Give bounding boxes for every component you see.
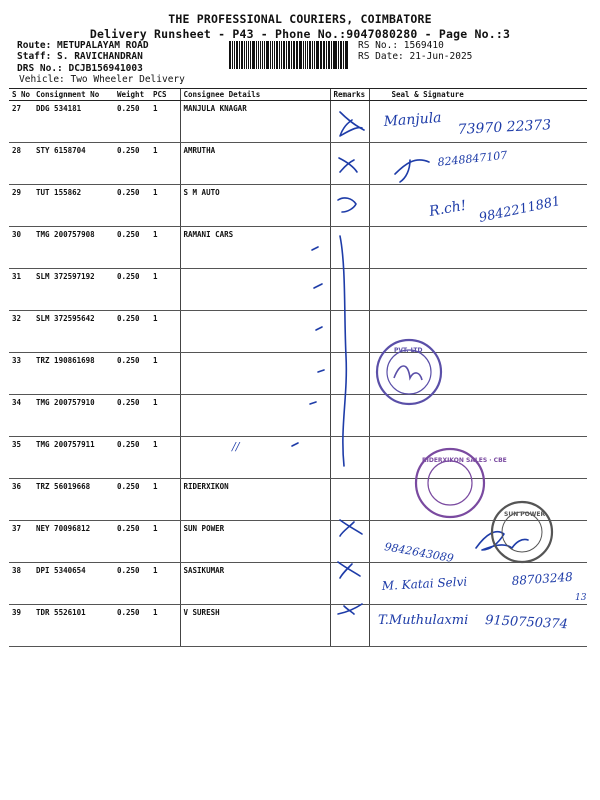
cell-consignee: SASIKUMAR (180, 563, 330, 605)
cell-pcs: 1 (150, 605, 180, 647)
cell-sno: 39 (9, 605, 33, 647)
cell-pcs: 1 (150, 227, 180, 269)
cell-weight: 0.250 (114, 311, 150, 353)
table-row (9, 269, 587, 311)
cell-signature (369, 227, 587, 269)
cell-consignee: RIDERXIKON (180, 479, 330, 521)
cell-consignment: TRZ 190861698 (33, 353, 114, 395)
cell-consignee: MANJULA KNAGAR (180, 101, 330, 143)
cell-pcs: 1 (150, 143, 180, 185)
cell-consignment: STY 6158704 (33, 143, 114, 185)
cell-weight: 0.250 (114, 185, 150, 227)
svg-text:PVT. LTD: PVT. LTD (394, 347, 423, 354)
table-row (9, 563, 587, 605)
cell-signature (369, 563, 587, 605)
signature-37-phone: 9842643089 (383, 540, 455, 566)
cell-sno: 27 (9, 101, 33, 143)
cell-remarks (330, 521, 369, 563)
document-title: THE PROFESSIONAL COURIERS, COIMBATORE (168, 12, 432, 26)
cell-sno: 28 (9, 143, 33, 185)
cell-consignee: S M AUTO (180, 185, 330, 227)
cell-remarks (330, 101, 369, 143)
cell-consignment: TDR 5526101 (33, 605, 114, 647)
svg-text:RIDERXIKON SALES · CBE: RIDERXIKON SALES · CBE (422, 457, 507, 464)
cell-pcs: 1 (150, 269, 180, 311)
cell-weight: 0.250 (114, 143, 150, 185)
col-consignee: Consignee Details (180, 89, 330, 101)
table-row (9, 521, 587, 563)
col-pcs: PCS (150, 89, 180, 101)
cell-weight: 0.250 (114, 269, 150, 311)
rs-number: RS No.: 1569410 (358, 40, 444, 51)
document-subtitle: Delivery Runsheet - P43 - Phone No.:9047080280 - Page No.:3 (89, 27, 511, 41)
cell-consignment: TUT 155862 (33, 185, 114, 227)
cell-pcs: 1 (150, 101, 180, 143)
cell-remarks (330, 227, 369, 269)
signature-29-name: R.ch! (427, 197, 468, 220)
cell-weight: 0.250 (114, 227, 150, 269)
cell-consignment: TMG 200757910 (33, 395, 114, 437)
cell-remarks (330, 143, 369, 185)
cell-pcs: 1 (150, 311, 180, 353)
table-row (9, 605, 587, 647)
table-header (9, 89, 587, 101)
cell-sno: 33 (9, 353, 33, 395)
cell-consignee (180, 437, 330, 479)
cell-signature (369, 437, 587, 479)
cell-pcs: 1 (150, 563, 180, 605)
cell-weight: 0.250 (114, 563, 150, 605)
runsheet-table (9, 88, 587, 647)
row35-mark: // (232, 440, 240, 453)
table-row (9, 185, 587, 227)
cell-sno: 34 (9, 395, 33, 437)
cell-consignee: SUN POWER (180, 521, 330, 563)
cell-remarks (330, 311, 369, 353)
cell-signature (369, 605, 587, 647)
cell-consignee: V SURESH (180, 605, 330, 647)
cell-signature (369, 101, 587, 143)
cell-remarks (330, 605, 369, 647)
cell-signature (369, 185, 587, 227)
cell-pcs: 1 (150, 437, 180, 479)
cell-weight: 0.250 (114, 479, 150, 521)
signature-28-phone: 8248847107 (436, 148, 508, 169)
table-row (9, 353, 587, 395)
signature-27-name: Manjula (383, 109, 443, 130)
cell-consignee (180, 269, 330, 311)
cell-remarks (330, 563, 369, 605)
cell-signature (369, 269, 587, 311)
cell-consignee (180, 311, 330, 353)
cell-consignee (180, 395, 330, 437)
cell-sno: 38 (9, 563, 33, 605)
cell-sno: 36 (9, 479, 33, 521)
cell-sno: 31 (9, 269, 33, 311)
cell-signature (369, 395, 587, 437)
cell-remarks (330, 437, 369, 479)
cell-consignment: TMG 200757908 (33, 227, 114, 269)
cell-sno: 29 (9, 185, 33, 227)
col-consignment: Consignment No (33, 89, 114, 101)
col-weight: Weight (114, 89, 150, 101)
cell-consignee (180, 353, 330, 395)
signature-38-phone: 88703248 (511, 569, 574, 588)
drs-number: DRS No.: DCJB156941003 (17, 63, 143, 74)
cell-signature (369, 311, 587, 353)
cell-consignment: DDG 534181 (33, 101, 114, 143)
cell-consignee: RAMANI CARS (180, 227, 330, 269)
cell-remarks (330, 395, 369, 437)
col-remarks: Remarks (330, 89, 369, 101)
cell-pcs: 1 (150, 521, 180, 563)
signature-27-phone: 73970 22373 (457, 117, 552, 138)
cell-signature (369, 353, 587, 395)
cell-signature (369, 479, 587, 521)
col-seal-signature: Seal & Signature (369, 89, 587, 101)
cell-consignment: DPI 5340654 (33, 563, 114, 605)
cell-weight: 0.250 (114, 437, 150, 479)
staff-label: Staff: S. RAVICHANDRAN (17, 51, 143, 62)
cell-weight: 0.250 (114, 521, 150, 563)
cell-remarks (330, 185, 369, 227)
cell-sno: 35 (9, 437, 33, 479)
signature-29-phone: 9842211881 (477, 194, 562, 226)
table-row (9, 143, 587, 185)
table-row (9, 101, 587, 143)
cell-remarks (330, 479, 369, 521)
svg-text:SUN POWER: SUN POWER (504, 511, 546, 518)
barcode (229, 41, 349, 69)
table-row (9, 395, 587, 437)
table-row (9, 311, 587, 353)
table-row (9, 227, 587, 269)
cell-weight: 0.250 (114, 395, 150, 437)
cell-weight: 0.250 (114, 605, 150, 647)
signature-39-name: T.Muthulaxmi (378, 613, 469, 628)
vehicle-label: Vehicle: Two Wheeler Delivery (19, 74, 185, 85)
table-row (9, 479, 587, 521)
cell-remarks (330, 353, 369, 395)
cell-pcs: 1 (150, 353, 180, 395)
route-label: Route: METUPALAYAM ROAD (17, 40, 149, 51)
cell-consignee: AMRUTHA (180, 143, 330, 185)
table-row (9, 437, 587, 479)
signature-38-extra: 13 (575, 593, 587, 603)
cell-signature (369, 521, 587, 566)
cell-pcs: 1 (150, 479, 180, 521)
col-sno: S No (9, 89, 33, 101)
cell-weight: 0.250 (114, 353, 150, 395)
cell-consignment: SLM 372595642 (33, 311, 114, 353)
signature-38-name: M. Katai Selvi (381, 574, 468, 593)
cell-weight: 0.250 (114, 101, 150, 143)
cell-pcs: 1 (150, 395, 180, 437)
cell-sno: 37 (9, 521, 33, 563)
cell-signature (369, 143, 587, 185)
cell-consignment: TMG 200757911 (33, 437, 114, 479)
cell-pcs: 1 (150, 185, 180, 227)
cell-sno: 30 (9, 227, 33, 269)
cell-consignment: TRZ 56019668 (33, 479, 114, 521)
cell-consignment: SLM 372597192 (33, 269, 114, 311)
cell-consignment: NEY 70096812 (33, 521, 114, 563)
cell-remarks (330, 269, 369, 311)
signature-39-phone: 9150750374 (484, 613, 569, 633)
rs-date: RS Date: 21-Jun-2025 (358, 51, 473, 62)
cell-sno: 32 (9, 311, 33, 353)
